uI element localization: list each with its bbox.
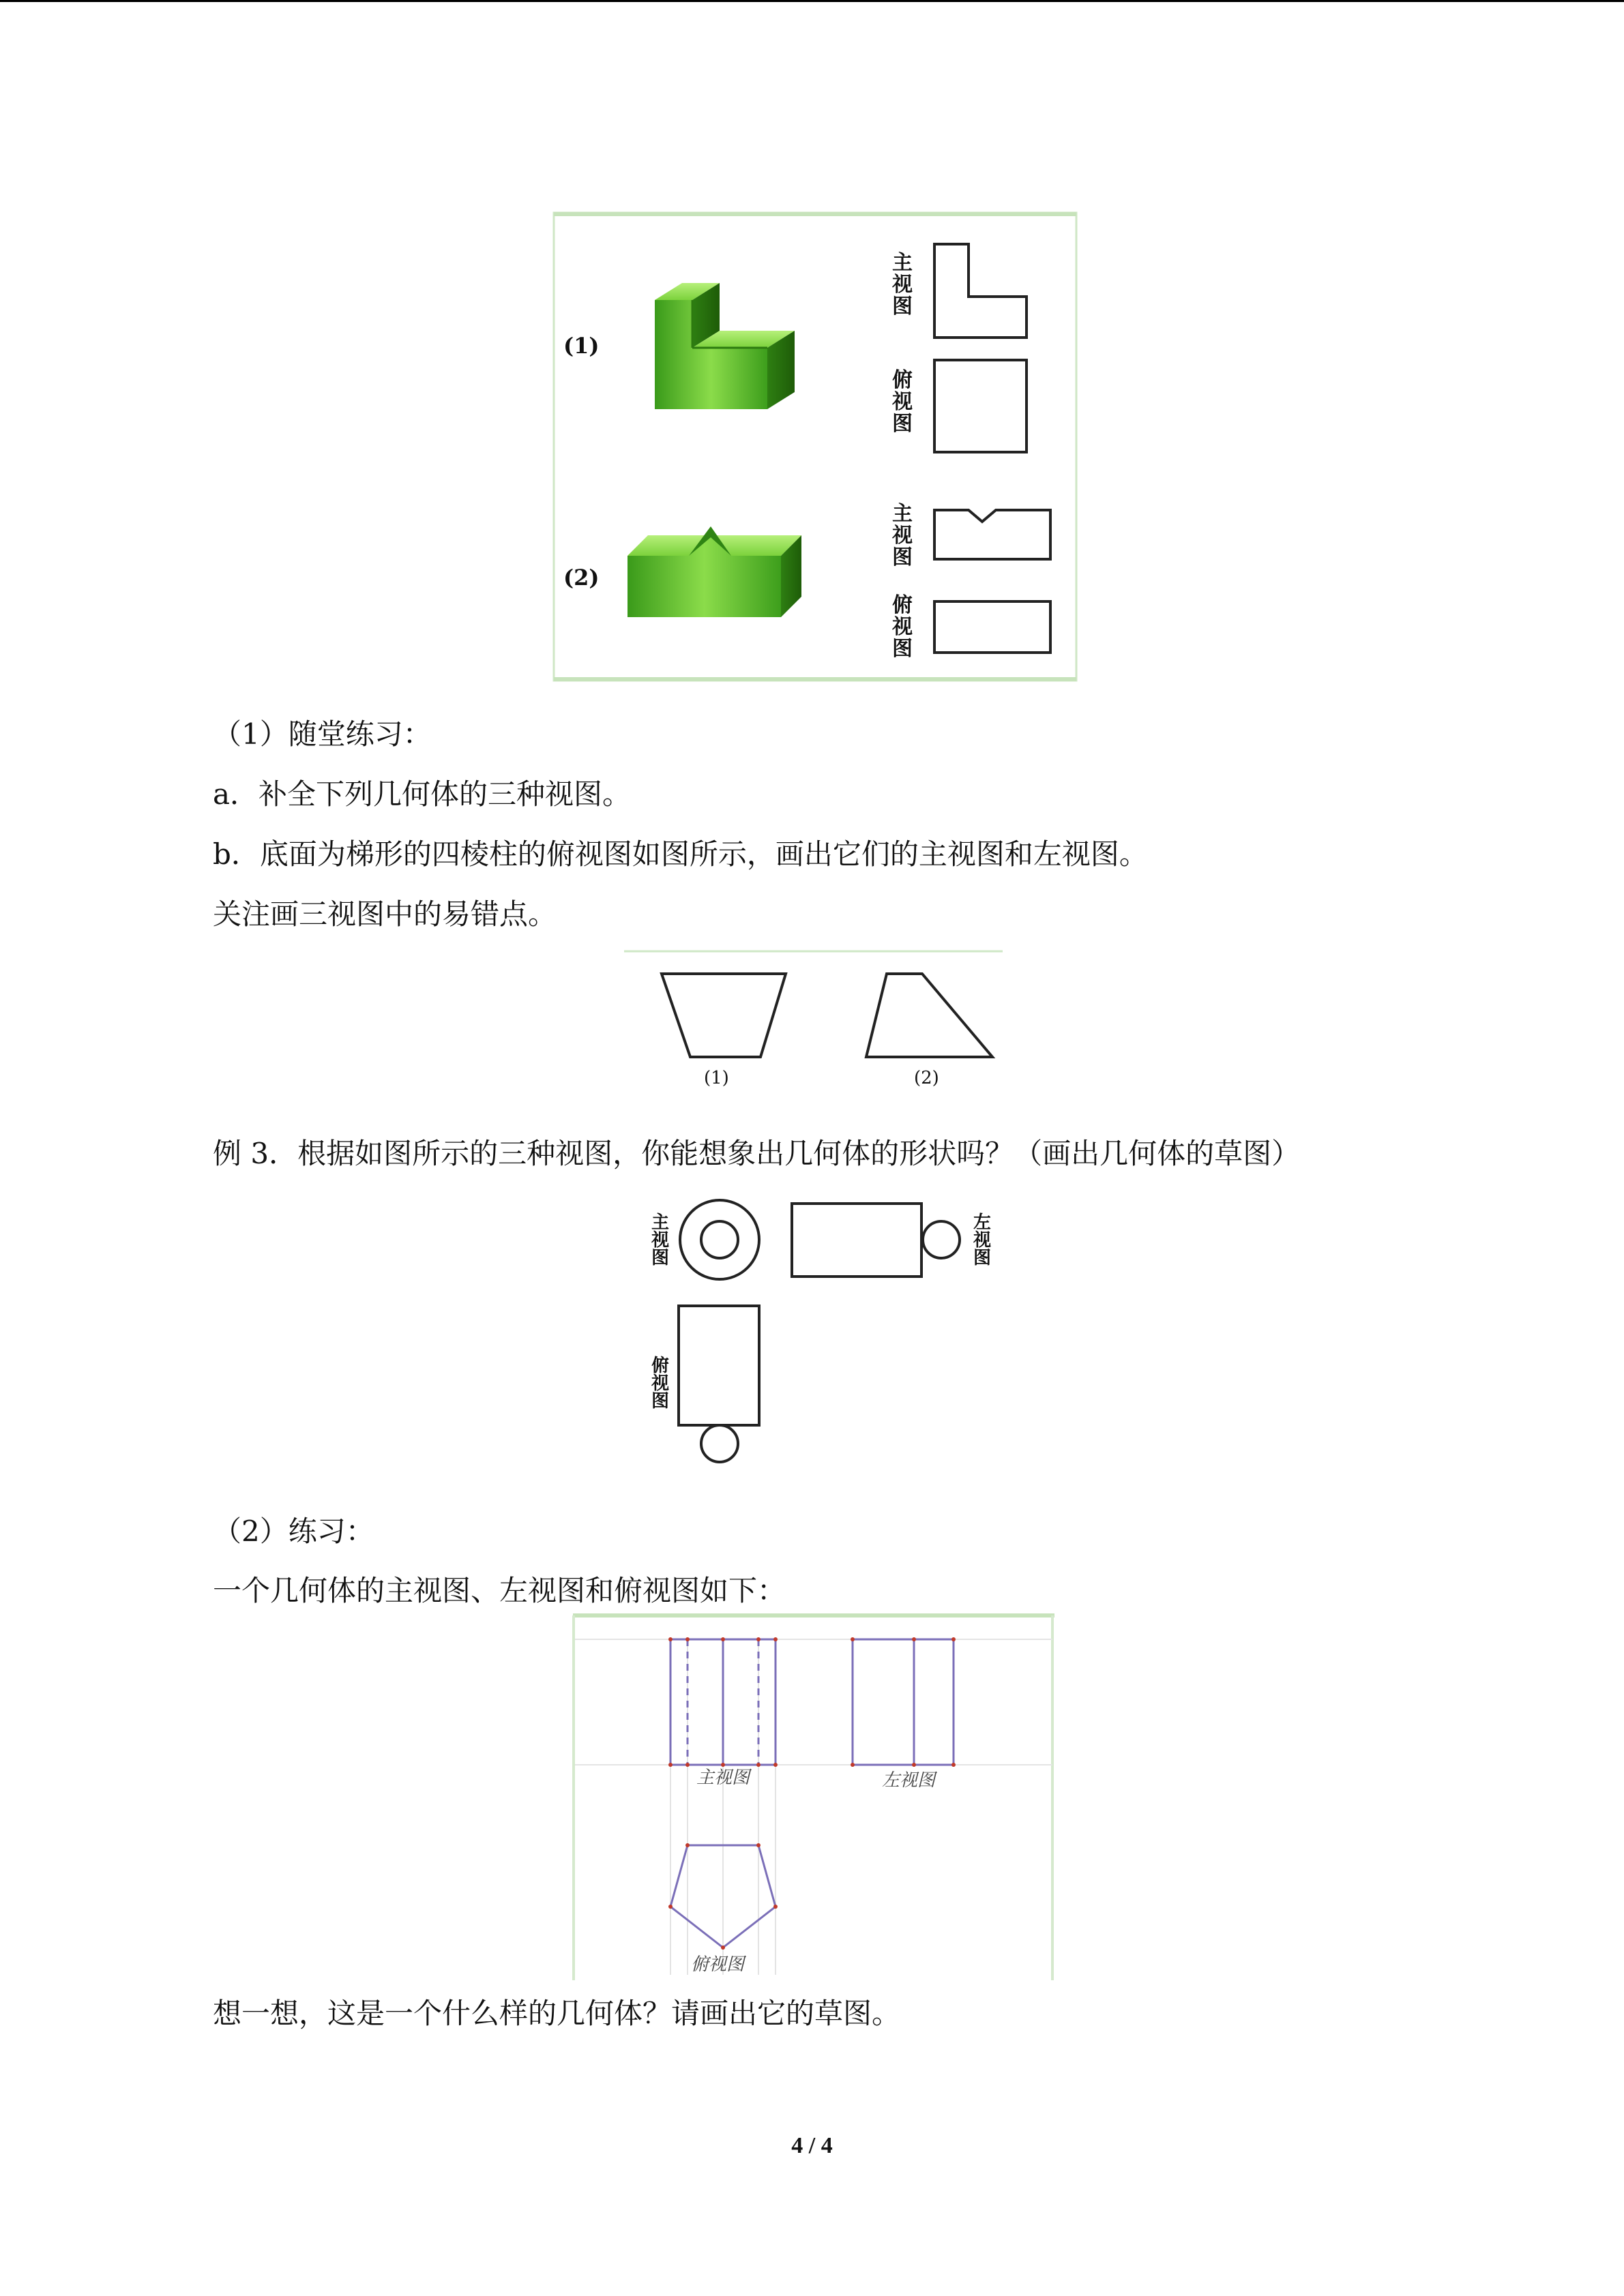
figure-cylinder-views — [645, 1193, 1013, 1473]
figure1-top-label-2: 俯视图 — [892, 593, 913, 661]
figure4-top-label: 俯视图 — [691, 1954, 745, 1975]
figure2-label-1: (1) — [704, 1068, 729, 1088]
figure-solids-views — [552, 211, 1078, 682]
practice2-intro: 一个几何体的主视图、左视图和俯视图如下： — [213, 1574, 786, 1607]
front-view-outer-circle — [680, 1200, 759, 1279]
figure4-left-label: 左视图 — [882, 1770, 936, 1791]
question-text: 想一想，这是一个什么样的几何体？请画出它的草图。 — [213, 1997, 901, 2030]
figure3-top-label: 俯视图 — [651, 1356, 670, 1412]
solid-2-notched-block — [628, 526, 801, 617]
page-top-rule — [0, 0, 1624, 2]
figure3-left-label: 左视图 — [973, 1212, 992, 1268]
practice1-note: 关注画三视图中的易错点。 — [213, 897, 557, 931]
front-view-inner-circle — [701, 1221, 738, 1258]
left-view-rect — [792, 1204, 921, 1277]
figure1-top-label-1: 俯视图 — [892, 368, 913, 436]
figure1-num-1: (1) — [563, 333, 600, 359]
figure1-num-2: (2) — [563, 565, 600, 591]
figure1-front-label-1: 主视图 — [892, 251, 913, 318]
practice1-item-a: a．补全下列几何体的三种视图。 — [213, 777, 632, 811]
page-number: 4 / 4 — [791, 2133, 833, 2158]
top-view-circle — [701, 1425, 738, 1462]
figure1-front-label-2: 主视图 — [892, 502, 913, 569]
practice2-heading: （2）练习： — [213, 1515, 374, 1548]
left-view-circle — [923, 1221, 960, 1258]
figure3-front-label: 主视图 — [651, 1212, 670, 1268]
example3-text: 例 3．根据如图所示的三种视图，你能想象出几何体的形状吗？（画出几何体的草图） — [213, 1137, 1301, 1170]
figure2-label-2: (2) — [914, 1068, 939, 1088]
figure-trapezoids — [621, 948, 1003, 1098]
figure4-front-label: 主视图 — [696, 1768, 750, 1788]
practice1-heading: （1）随堂练习： — [213, 717, 432, 751]
trapezoid-1 — [662, 974, 786, 1057]
top-view-rect — [679, 1306, 759, 1425]
practice1-item-b: b．底面为梯形的四棱柱的俯视图如图所示，画出它们的主视图和左视图。 — [213, 837, 1148, 871]
figure-pentagonal-prism-views — [572, 1613, 1056, 1982]
